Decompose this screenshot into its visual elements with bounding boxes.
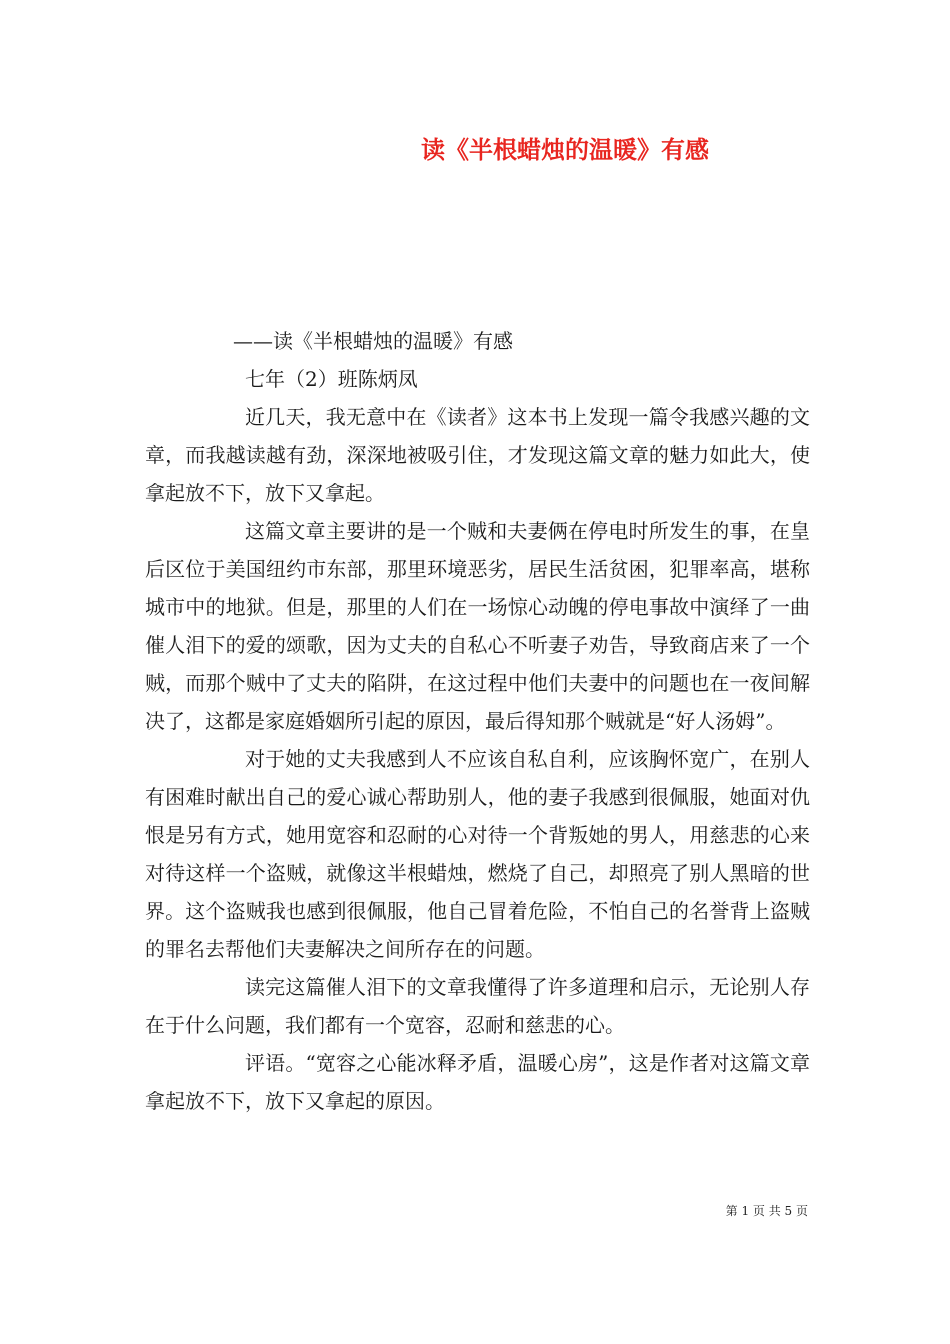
document-subtitle: ——读《半根蜡烛的温暖》有感 — [233, 329, 513, 353]
paragraph-1: 近几天，我无意中在《读者》这本书上发现一篇令我感兴趣的文章，而我越读越有劲，深深地被吸引住，才发现这篇文章的魅力如此大，使拿起放不下，放下又拿起。 — [145, 405, 810, 505]
author-line: 七年（2）班陈炳凤 — [245, 367, 418, 391]
paragraph-4: 读完这篇催人泪下的文章我懂得了许多道理和启示，无论别人存在于什么问题，我们都有一个宽容，忍耐和慈悲的心。 — [145, 975, 810, 1037]
document-title: 读《半根蜡烛的温暖》有感 — [421, 135, 709, 164]
paragraph-2: 这篇文章主要讲的是一个贼和夫妻俩在停电时所发生的事，在皇后区位于美国纽约市东部，那里环境恶劣，居民生活贫困，犯罪率高，堪称城市中的地狱。但是，那里的人们在一场惊心动魄的停电事故中演绎了一曲催人泪下的爱的颂歌，因为丈夫的自私心不听妻子劝告，导致商店来了一个贼，而那个贼中了丈夫的陷阱，在这过程中他们夫妻中的问题也在一夜间解决了，这都是家庭婚姻所引起的原因，最后得知那个贼就是“好人汤姆”。 — [145, 519, 810, 733]
paragraph-3: 对于她的丈夫我感到人不应该自私自利，应该胸怀宽广，在别人有困难时献出自己的爱心诚心帮助别人，他的妻子我感到很佩服，她面对仇恨是另有方式，她用宽容和忍耐的心对待一个背叛她的男人，用慈悲的心来对待这样一个盗贼，就像这半根蜡烛，燃烧了自己，却照亮了别人黑暗的世界。这个盗贼我也感到很佩服，他自己冒着危险，不怕自己的名誉背上盗贼的罪名去帮他们夫妻解决之间所存在的问题。 — [145, 747, 810, 961]
document-body — [145, 322, 810, 1120]
paragraph-comment: 评语。“宽容之心能冰释矛盾，温暖心房”，这是作者对这篇文章拿起放不下，放下又拿起的原因。 — [145, 1051, 810, 1113]
page-number-footer: 第 1 页 共 5 页 — [725, 1204, 808, 1218]
